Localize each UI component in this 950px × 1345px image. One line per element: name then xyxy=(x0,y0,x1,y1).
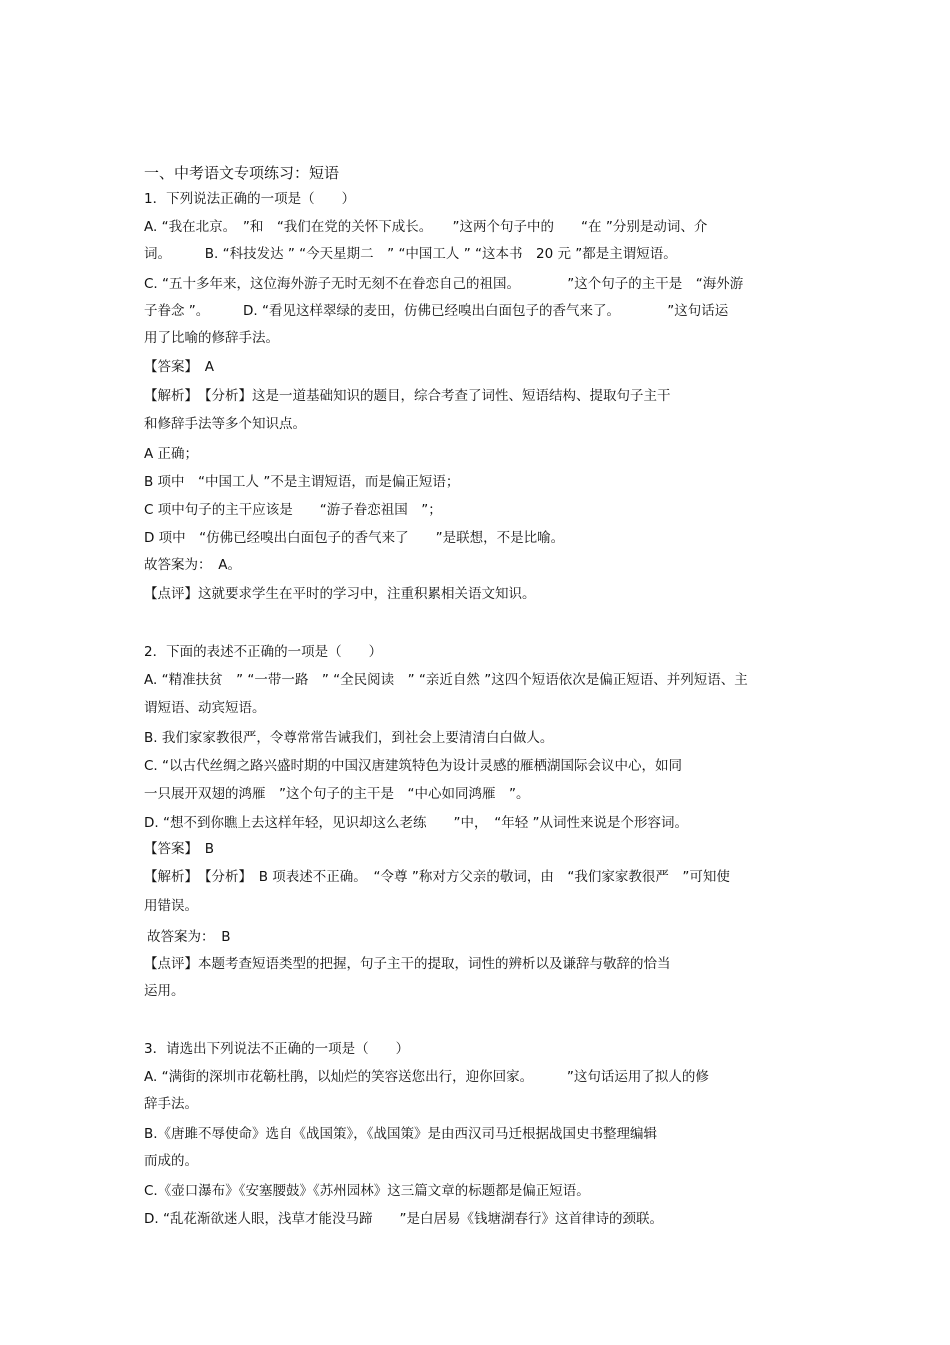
q2-option-b: B. 我们家家教很严，令尊常常告诫我们，到社会上要清清白白做人。 xyxy=(144,730,554,746)
q2-stem: 2．下面的表述不正确的一项是（ ） xyxy=(144,644,383,660)
q2-analysis-line1: 【解析】 【分析】 B 项表述不正确。 “令尊 ”称对方父亲的敬词，由 “我们家家教很严 ”可知使 xyxy=(144,869,730,885)
q2-answer: 【答案】 B xyxy=(144,841,215,857)
q1-option-c-line2: 子眷念 ”。 D. “看见这样翠绿的麦田，仿佛已经嗅出白面包子的香气来了。 ”这句话运 xyxy=(144,303,729,319)
q2-comment-line1: 【点评】本题考查短语类型的把握，句子主干的提取，词性的辨析以及谦辞与敬辞的恰当 xyxy=(144,956,671,972)
q3-option-c: C.《壶口瀑布》《安塞腰鼓》《苏州园林》这三篇文章的标题都是偏正短语。 xyxy=(144,1183,590,1199)
q3-option-a-line2: 辞手法。 xyxy=(144,1096,198,1112)
q2-option-c-line1: C. “以古代丝绸之路兴盛时期的中国汉唐建筑特色为设计灵感的雁栖湖国际会议中心，如同 xyxy=(144,758,683,774)
q2-option-a-line2: 谓短语、动宾短语。 xyxy=(144,700,266,716)
q1-explain-b: B 项中 “中国工人 ”不是主谓短语，而是偏正短语； xyxy=(144,474,460,490)
q3-option-d: D. “乱花渐欲迷人眼，浅草才能没马蹄 ”是白居易《钱塘湖春行》这首律诗的颈联。 xyxy=(144,1211,663,1227)
q1-comment: 【点评】这就要求学生在平时的学习中，注重积累相关语文知识。 xyxy=(144,586,536,602)
q1-explain-a: A 正确； xyxy=(144,446,199,462)
q2-comment-line2: 运用。 xyxy=(144,983,185,999)
q1-option-c-line3: 用了比喻的修辞手法。 xyxy=(144,330,279,346)
q1-analysis-line2: 和修辞手法等多个知识点。 xyxy=(144,416,306,432)
q1-option-a-line1: A. “我在北京。 ”和 “我们在党的关怀下成长。 ”这两个句子中的 “在 ”分别是动词、介 xyxy=(144,219,708,235)
q1-answer: 【答案】 A xyxy=(144,359,214,375)
q1-option-a-line2: 词。 B. “科技发达 ” “今天星期二 ” “中国工人 ” “这本书 20 元 ”都是主谓短语。 xyxy=(144,246,677,262)
q2-option-a-line1: A. “精准扶贫 ” “一带一路 ” “全民阅读 ” “亲近自然 ”这四个短语依次是偏正短语、并列短语、主 xyxy=(144,672,748,688)
q1-analysis-line1: 【解析】 【分析】这是一道基础知识的题目，综合考查了词性、短语结构、提取句子主干 xyxy=(144,388,671,404)
q1-conclusion: 故答案为： A。 xyxy=(144,557,241,573)
q1-explain-d: D 项中 “仿佛已经嗅出白面包子的香气来了 ”是联想，不是比喻。 xyxy=(144,530,565,546)
q2-option-d: D. “想不到你瞧上去这样年轻，见识却这么老练 ”中， “年轻 ”从词性来说是个形容词。 xyxy=(144,815,688,831)
q3-stem: 3．请选出下列说法不正确的一项是（ ） xyxy=(144,1041,410,1057)
q1-option-c-line1: C. “五十多年来，这位海外游子无时无刻不在眷恋自己的祖国。 ”这个句子的主干是 “海外游 xyxy=(144,276,744,292)
q1-stem: 1．下列说法正确的一项是（ ） xyxy=(144,191,356,207)
q1-explain-c: C 项中句子的主干应该是 “游子眷恋祖国 ”； xyxy=(144,502,442,518)
q2-conclusion: 故答案为： B xyxy=(147,929,231,945)
q3-option-b-line1: B.《唐雎不辱使命》选自《战国策》，《战国策》是由西汉司马迁根据战国史书整理编辑 xyxy=(144,1126,658,1142)
q2-option-c-line2: 一只展开双翅的鸿雁 ”这个句子的主干是 “中心如同鸿雁 ”。 xyxy=(144,786,530,802)
section-title: 一、中考语文专项练习：短语 xyxy=(144,164,340,182)
q3-option-b-line2: 而成的。 xyxy=(144,1153,198,1169)
q2-analysis-line2: 用错误。 xyxy=(144,898,198,914)
q3-option-a-line1: A. “满街的深圳市花簕杜鹃，以灿烂的笑容送您出行，迎你回家。 ”这句话运用了拟人的修 xyxy=(144,1069,709,1085)
